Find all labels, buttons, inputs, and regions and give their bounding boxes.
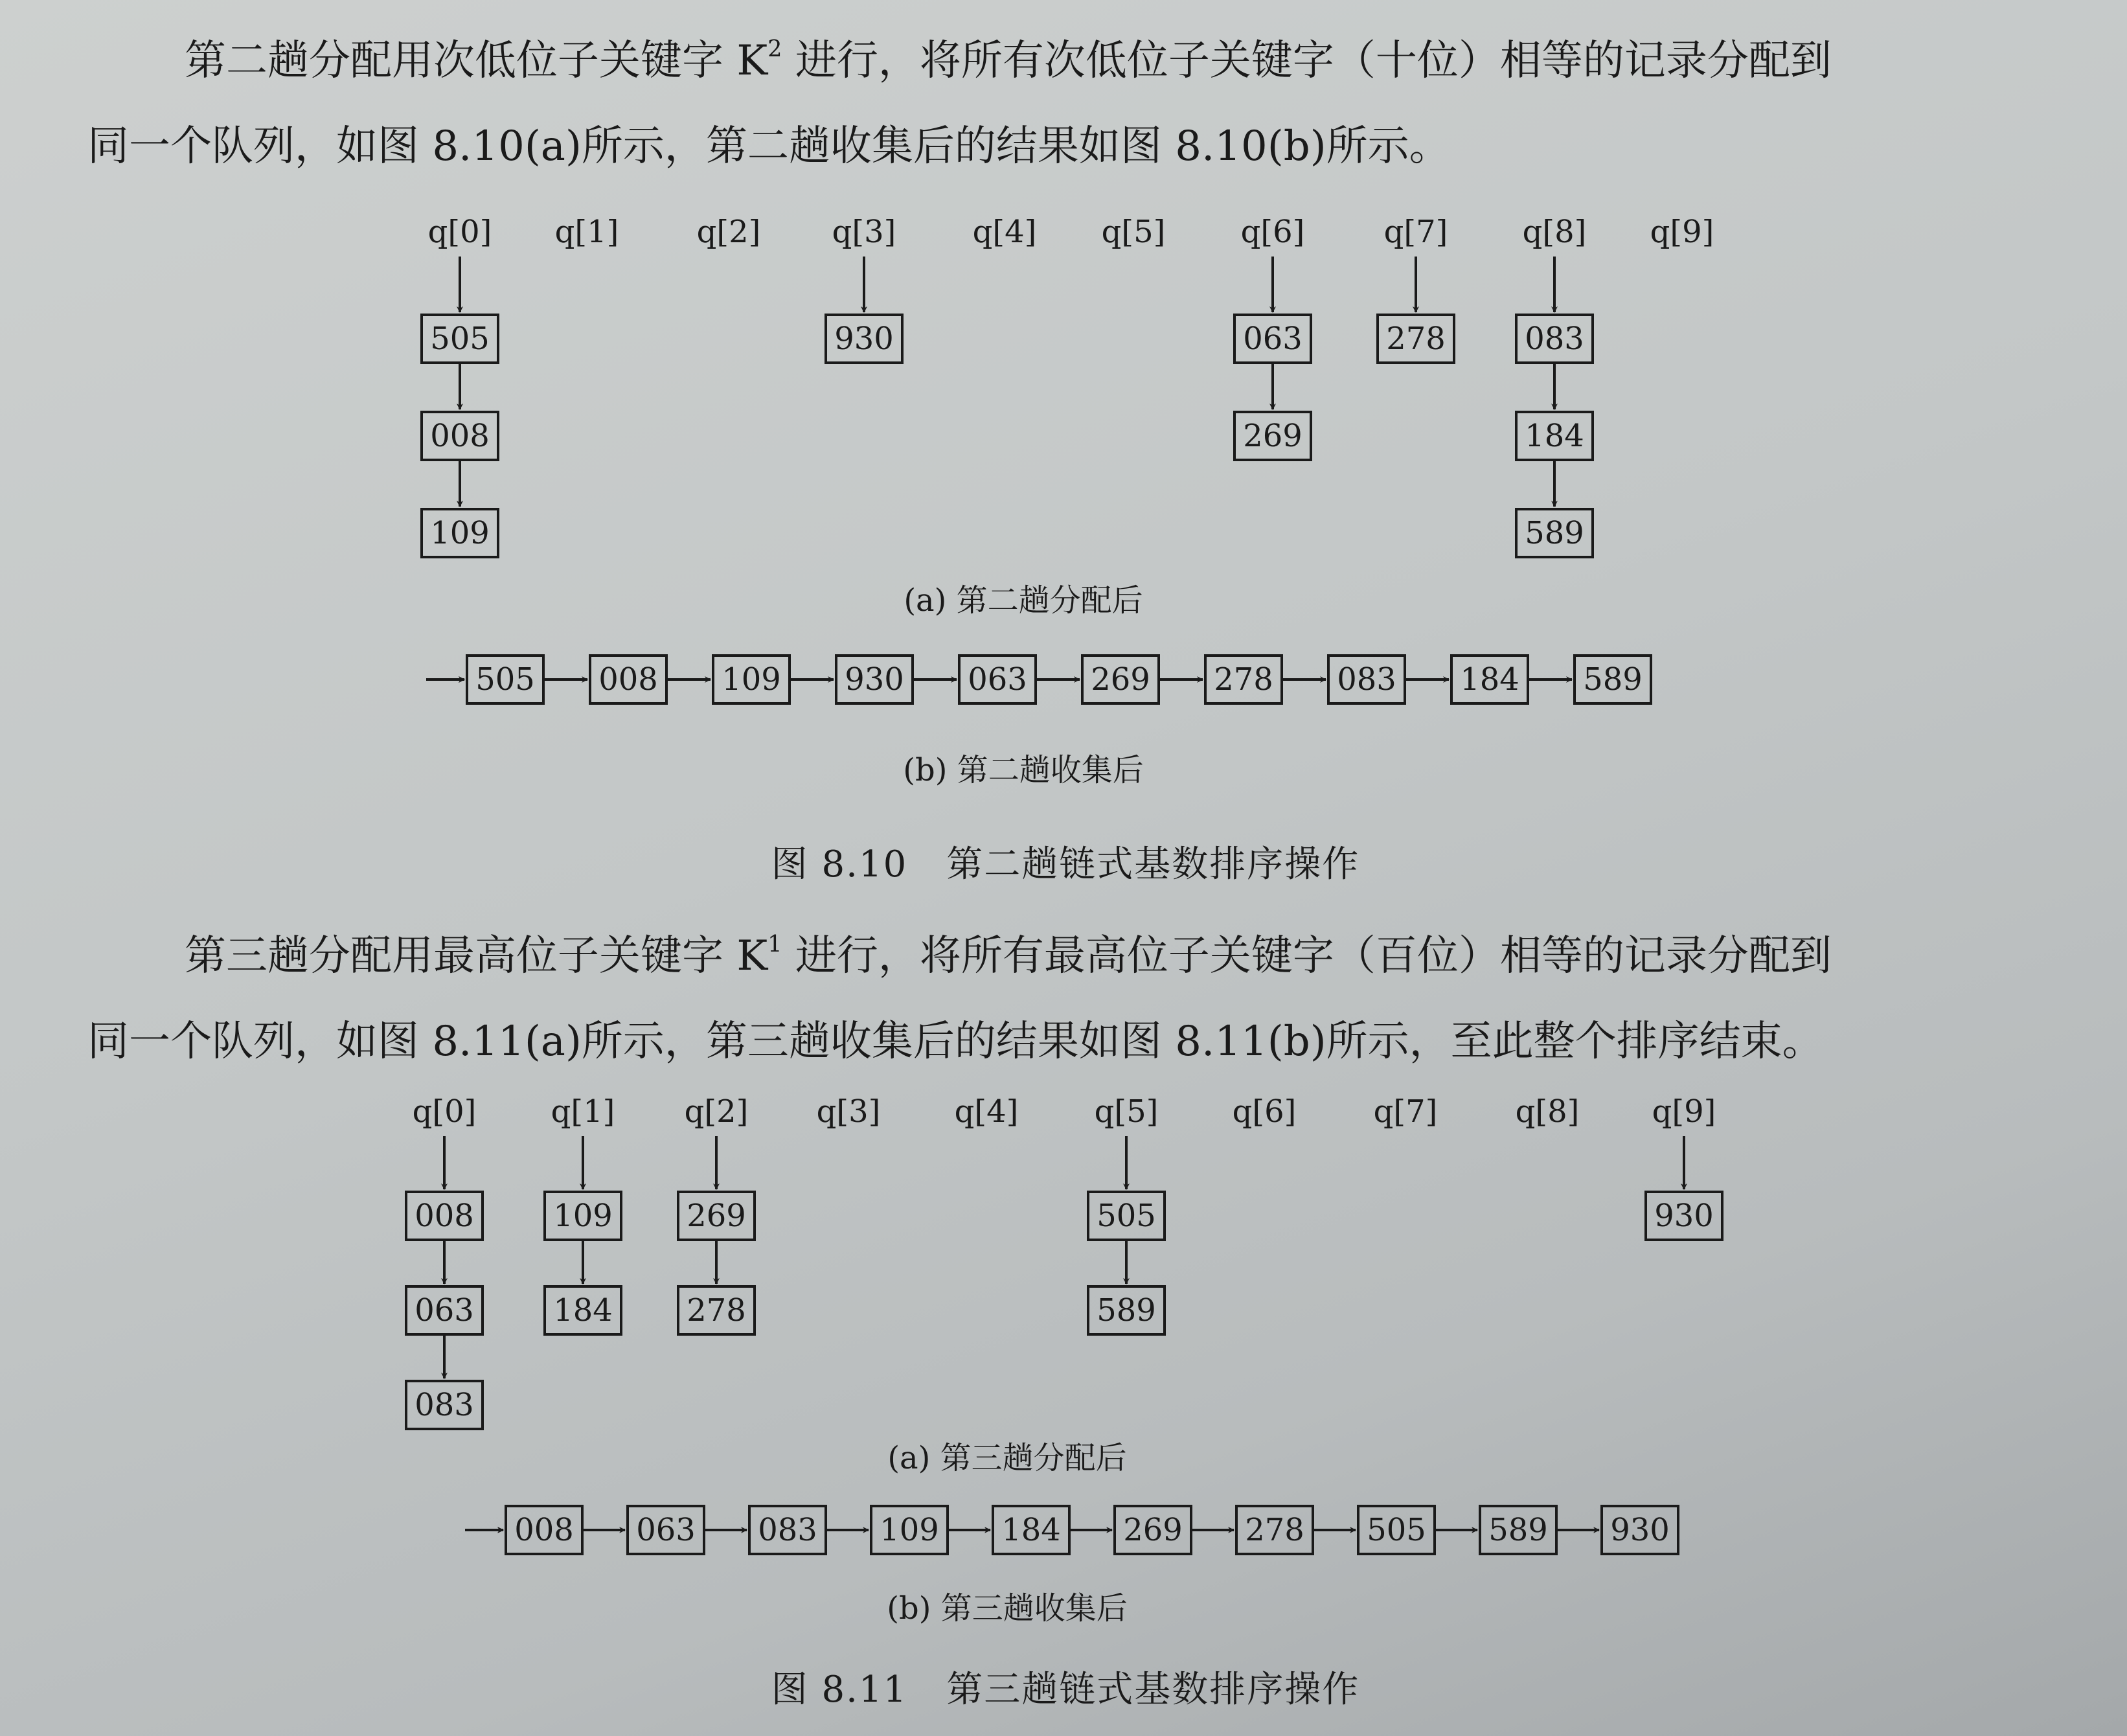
figure-8-10a-caption: (a) 第二趟分配后 bbox=[904, 582, 1143, 619]
queue-node: 589 bbox=[1515, 508, 1594, 558]
collected-node: 008 bbox=[505, 1505, 584, 1555]
figure-number: 图 8.11 bbox=[771, 1669, 908, 1711]
queue-label: q[9] bbox=[1650, 214, 1714, 250]
figure-8-11b-caption: (b) 第三趟收集后 bbox=[887, 1590, 1128, 1627]
collected-node: 008 bbox=[589, 654, 668, 705]
queue-node: 083 bbox=[405, 1380, 484, 1430]
queue-node: 269 bbox=[677, 1191, 756, 1241]
queue-node: 184 bbox=[1515, 411, 1594, 461]
queue-node: 083 bbox=[1515, 314, 1594, 364]
queue-label: q[3] bbox=[816, 1093, 881, 1130]
queue-node: 109 bbox=[543, 1191, 622, 1241]
collected-node: 083 bbox=[1327, 654, 1406, 705]
queue-node: 505 bbox=[1087, 1191, 1166, 1241]
collected-node: 184 bbox=[1450, 654, 1529, 705]
queue-node: 008 bbox=[405, 1191, 484, 1241]
collected-node: 269 bbox=[1081, 654, 1160, 705]
queue-label: q[5] bbox=[1101, 214, 1166, 250]
collected-node: 184 bbox=[992, 1505, 1071, 1555]
queue-label: q[0] bbox=[412, 1093, 477, 1130]
queue-label: q[1] bbox=[554, 214, 619, 250]
queue-label: q[6] bbox=[1232, 1093, 1297, 1130]
queue-label: q[0] bbox=[427, 214, 492, 250]
text-segment: 第二趟分配用次低位子关键字 K bbox=[185, 37, 768, 85]
figure-8-10b-caption: (b) 第二趟收集后 bbox=[903, 752, 1144, 788]
queue-label: q[8] bbox=[1522, 214, 1587, 250]
queue-label: q[2] bbox=[684, 1093, 749, 1130]
figure-title: 第二趟链式基数排序操作 bbox=[946, 843, 1360, 885]
queue-label: q[3] bbox=[832, 214, 896, 250]
text-segment: 进行，将所有次低位子关键字（十位）相等的记录分配到 bbox=[782, 37, 1832, 85]
queue-label: q[7] bbox=[1383, 214, 1448, 250]
queue-label: q[7] bbox=[1373, 1093, 1438, 1130]
queue-node: 184 bbox=[543, 1285, 622, 1336]
collected-node: 505 bbox=[466, 654, 545, 705]
text-segment: 进行，将所有最高位子关键字（百位）相等的记录分配到 bbox=[782, 932, 1832, 980]
collected-node: 505 bbox=[1357, 1505, 1436, 1555]
queue-node: 063 bbox=[405, 1285, 484, 1336]
paragraph-line: 同一个队列，如图 8.11(a)所示，第三趟收集后的结果如图 8.11(b)所示，至此整个排序结束。 bbox=[87, 1018, 1824, 1066]
superscript: 2 bbox=[768, 35, 782, 62]
queue-node: 278 bbox=[677, 1285, 756, 1336]
queue-label: q[2] bbox=[696, 214, 761, 250]
collected-node: 269 bbox=[1113, 1505, 1192, 1555]
figure-8-11-title bbox=[771, 1661, 1360, 1713]
queue-label: q[4] bbox=[972, 214, 1037, 250]
collected-node: 589 bbox=[1573, 654, 1652, 705]
collected-node: 930 bbox=[1600, 1505, 1679, 1555]
text-segment: 第三趟分配用最高位子关键字 K bbox=[185, 932, 768, 980]
queue-node: 930 bbox=[1644, 1191, 1723, 1241]
queue-label: q[9] bbox=[1652, 1093, 1716, 1130]
queue-node: 063 bbox=[1233, 314, 1312, 364]
collected-node: 278 bbox=[1204, 654, 1283, 705]
queue-node: 930 bbox=[825, 314, 904, 364]
queue-label: q[4] bbox=[954, 1093, 1019, 1130]
queue-node: 008 bbox=[420, 411, 499, 461]
collected-node: 278 bbox=[1235, 1505, 1314, 1555]
queue-node: 278 bbox=[1376, 314, 1455, 364]
figure-number: 图 8.10 bbox=[771, 843, 908, 885]
queue-node: 269 bbox=[1233, 411, 1312, 461]
queue-node: 589 bbox=[1087, 1285, 1166, 1336]
queue-label: q[6] bbox=[1240, 214, 1305, 250]
collected-node: 930 bbox=[835, 654, 914, 705]
collected-node: 109 bbox=[870, 1505, 949, 1555]
collected-node: 109 bbox=[712, 654, 791, 705]
collected-node: 063 bbox=[958, 654, 1037, 705]
queue-node: 109 bbox=[420, 508, 499, 558]
queue-label: q[1] bbox=[551, 1093, 615, 1130]
figure-8-11a-caption: (a) 第三趟分配后 bbox=[887, 1440, 1127, 1476]
queue-label: q[8] bbox=[1515, 1093, 1580, 1130]
paragraph-line: 同一个队列，如图 8.10(a)所示，第二趟收集后的结果如图 8.10(b)所示。 bbox=[87, 122, 1451, 170]
queue-label: q[5] bbox=[1094, 1093, 1159, 1130]
figure-title: 第三趟链式基数排序操作 bbox=[946, 1669, 1360, 1711]
collected-node: 083 bbox=[748, 1505, 827, 1555]
collected-node: 063 bbox=[626, 1505, 705, 1555]
queue-node: 505 bbox=[420, 314, 499, 364]
collected-node: 589 bbox=[1479, 1505, 1558, 1555]
superscript: 1 bbox=[768, 930, 782, 957]
